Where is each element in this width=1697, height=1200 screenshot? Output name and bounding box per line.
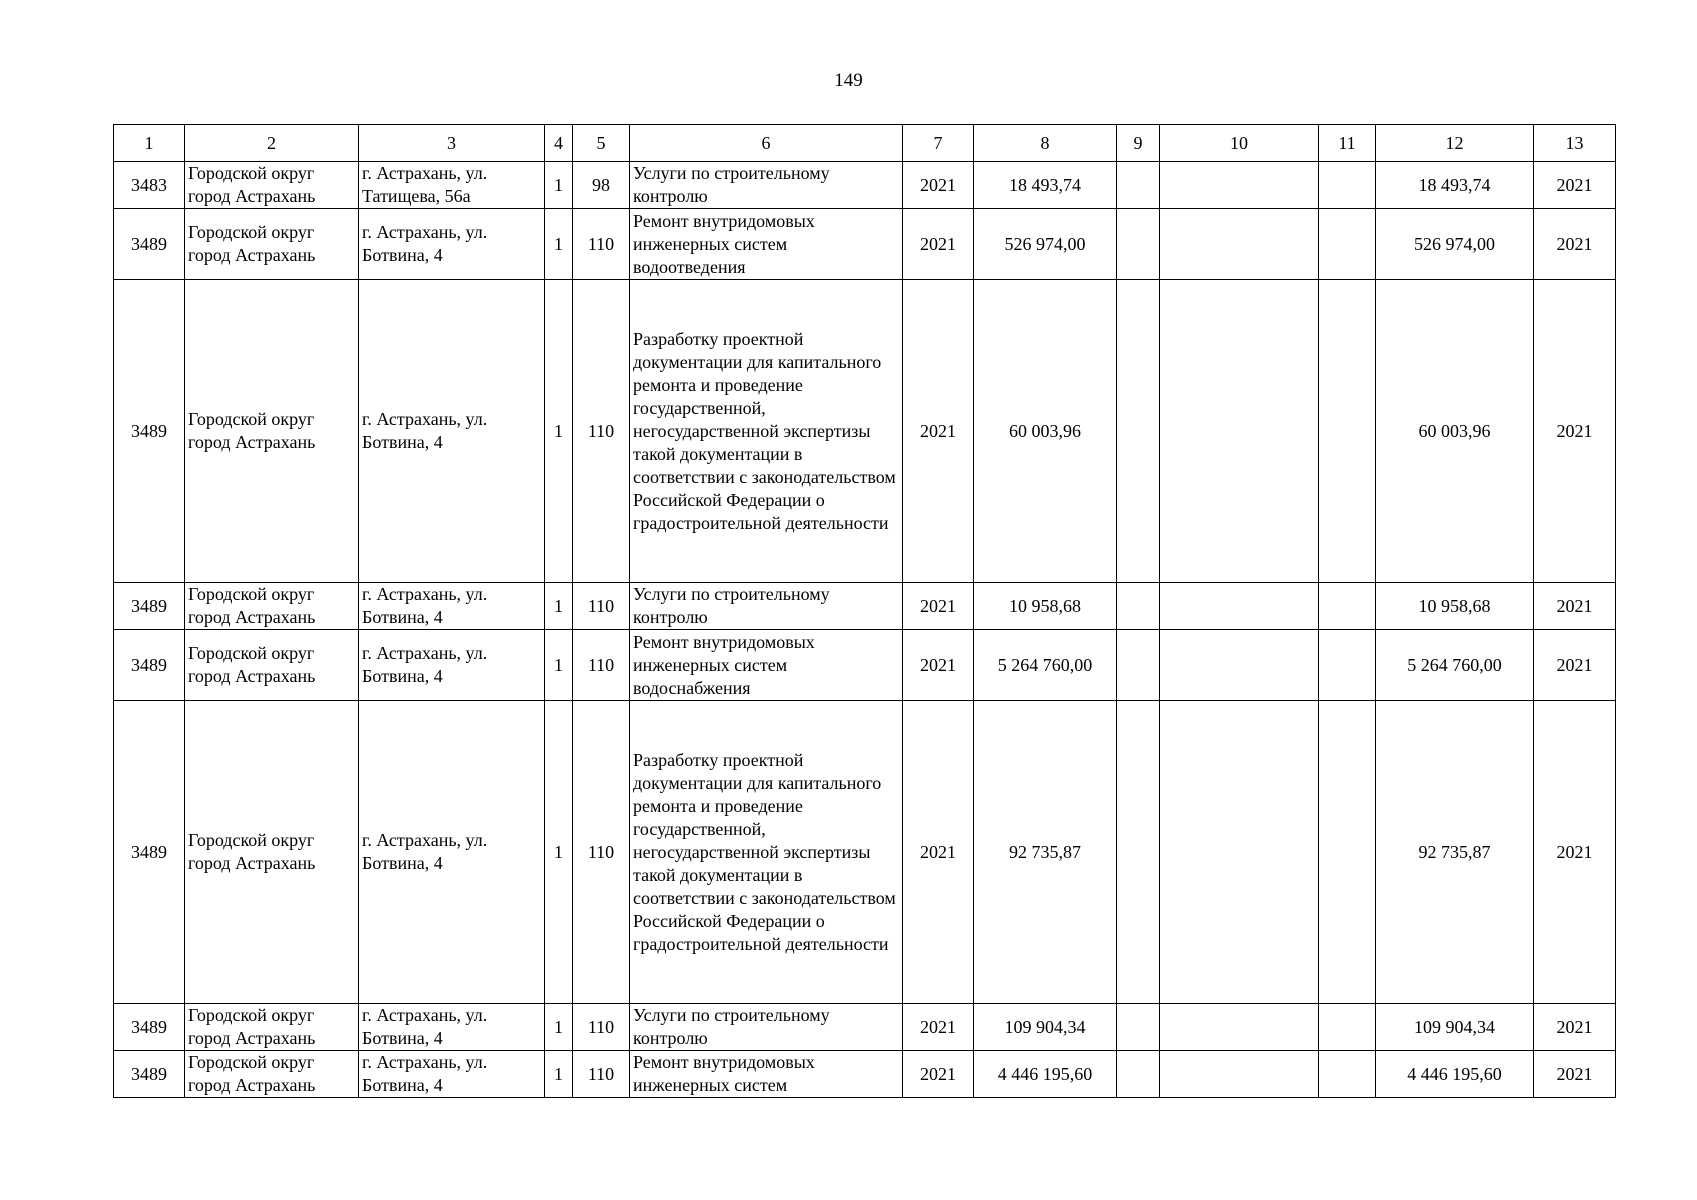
address-cell: г. Астрахань, ул. Ботвина, 4: [359, 701, 545, 1004]
col4-cell: 1: [545, 209, 573, 280]
col5-cell: 110: [573, 583, 630, 630]
record-number: 3489: [114, 583, 185, 630]
municipality-cell: Городской округ город Астрахань: [185, 583, 359, 630]
col5-cell: 110: [573, 1004, 630, 1051]
completion-year-cell: 2021: [1534, 162, 1616, 209]
column-header: 5: [573, 125, 630, 162]
amount-cell: 109 904,34: [974, 1004, 1117, 1051]
col10-cell: [1160, 209, 1319, 280]
col11-cell: [1319, 1051, 1376, 1098]
column-header: 3: [359, 125, 545, 162]
year-cell: 2021: [903, 630, 974, 701]
col11-cell: [1319, 209, 1376, 280]
col9-cell: [1117, 630, 1160, 701]
year-cell: 2021: [903, 701, 974, 1004]
record-number: 3483: [114, 162, 185, 209]
column-header: 2: [185, 125, 359, 162]
total-amount-cell: 60 003,96: [1376, 280, 1534, 583]
total-amount-cell: 109 904,34: [1376, 1004, 1534, 1051]
column-header: 9: [1117, 125, 1160, 162]
record-number: 3489: [114, 280, 185, 583]
header-row: [114, 125, 1616, 162]
record-number: 3489: [114, 1004, 185, 1051]
total-amount-cell: 5 264 760,00: [1376, 630, 1534, 701]
col11-cell: [1319, 630, 1376, 701]
column-header: 8: [974, 125, 1117, 162]
amount-cell: 5 264 760,00: [974, 630, 1117, 701]
col10-cell: [1160, 280, 1319, 583]
page-number: 149: [834, 70, 863, 91]
col5-cell: 110: [573, 280, 630, 583]
year-cell: 2021: [903, 162, 974, 209]
col4-cell: 1: [545, 1051, 573, 1098]
year-cell: 2021: [903, 209, 974, 280]
address-cell: г. Астрахань, ул. Ботвина, 4: [359, 630, 545, 701]
address-cell: г. Астрахань, ул. Ботвина, 4: [359, 1004, 545, 1051]
table-body: [114, 162, 1616, 1098]
col11-cell: [1319, 1004, 1376, 1051]
year-cell: 2021: [903, 583, 974, 630]
year-cell: 2021: [903, 1051, 974, 1098]
column-header: 4: [545, 125, 573, 162]
municipality-cell: Городской округ город Астрахань: [185, 630, 359, 701]
col4-cell: 1: [545, 1004, 573, 1051]
amount-cell: 60 003,96: [974, 280, 1117, 583]
total-amount-cell: 526 974,00: [1376, 209, 1534, 280]
col4-cell: 1: [545, 583, 573, 630]
col11-cell: [1319, 280, 1376, 583]
address-cell: г. Астрахань, ул. Ботвина, 4: [359, 583, 545, 630]
col11-cell: [1319, 162, 1376, 209]
completion-year-cell: 2021: [1534, 583, 1616, 630]
work-type-cell: Ремонт внутридомовых инженерных систем: [630, 1051, 903, 1098]
table-row: [114, 280, 1616, 583]
col9-cell: [1117, 280, 1160, 583]
col9-cell: [1117, 209, 1160, 280]
col11-cell: [1319, 701, 1376, 1004]
completion-year-cell: 2021: [1534, 1051, 1616, 1098]
col4-cell: 1: [545, 162, 573, 209]
municipality-cell: Городской округ город Астрахань: [185, 1051, 359, 1098]
table-row: [114, 701, 1616, 1004]
table-header: [114, 125, 1616, 162]
total-amount-cell: 10 958,68: [1376, 583, 1534, 630]
column-header: 7: [903, 125, 974, 162]
year-cell: 2021: [903, 280, 974, 583]
year-cell: 2021: [903, 1004, 974, 1051]
record-number: 3489: [114, 209, 185, 280]
col11-cell: [1319, 583, 1376, 630]
municipality-cell: Городской округ город Астрахань: [185, 1004, 359, 1051]
municipality-cell: Городской округ город Астрахань: [185, 701, 359, 1004]
amount-cell: 4 446 195,60: [974, 1051, 1117, 1098]
col10-cell: [1160, 583, 1319, 630]
completion-year-cell: 2021: [1534, 209, 1616, 280]
col9-cell: [1117, 701, 1160, 1004]
col5-cell: 98: [573, 162, 630, 209]
work-type-cell: Разработку проектной документации для капитального ремонта и проведение государственной, негосударственной экспертизы такой документации в соответствии с законодательством Российской Федерации о градостроительной деятельности: [630, 280, 903, 583]
col10-cell: [1160, 1004, 1319, 1051]
work-type-cell: Услуги по строительному контролю: [630, 583, 903, 630]
municipality-cell: Городской округ город Астрахань: [185, 280, 359, 583]
completion-year-cell: 2021: [1534, 1004, 1616, 1051]
col9-cell: [1117, 162, 1160, 209]
table-row: [114, 162, 1616, 209]
col4-cell: 1: [545, 630, 573, 701]
column-header: 13: [1534, 125, 1616, 162]
col4-cell: 1: [545, 701, 573, 1004]
column-header: 1: [114, 125, 185, 162]
table-row: [114, 1051, 1616, 1098]
amount-cell: 526 974,00: [974, 209, 1117, 280]
table-row: [114, 1004, 1616, 1051]
col5-cell: 110: [573, 209, 630, 280]
completion-year-cell: 2021: [1534, 630, 1616, 701]
table-row: [114, 209, 1616, 280]
column-header: 11: [1319, 125, 1376, 162]
address-cell: г. Астрахань, ул. Татищева, 56а: [359, 162, 545, 209]
work-type-cell: Ремонт внутридомовых инженерных систем водоотведения: [630, 209, 903, 280]
col10-cell: [1160, 630, 1319, 701]
work-type-cell: Ремонт внутридомовых инженерных систем водоснабжения: [630, 630, 903, 701]
col4-cell: 1: [545, 280, 573, 583]
address-cell: г. Астрахань, ул. Ботвина, 4: [359, 280, 545, 583]
table-row: [114, 583, 1616, 630]
record-number: 3489: [114, 630, 185, 701]
column-header: 10: [1160, 125, 1319, 162]
column-header: 12: [1376, 125, 1534, 162]
work-type-cell: Услуги по строительному контролю: [630, 1004, 903, 1051]
amount-cell: 92 735,87: [974, 701, 1117, 1004]
total-amount-cell: 92 735,87: [1376, 701, 1534, 1004]
col5-cell: 110: [573, 701, 630, 1004]
col5-cell: 110: [573, 630, 630, 701]
col10-cell: [1160, 701, 1319, 1004]
col9-cell: [1117, 1051, 1160, 1098]
table-row: [114, 630, 1616, 701]
work-type-cell: Услуги по строительному контролю: [630, 162, 903, 209]
amount-cell: 18 493,74: [974, 162, 1117, 209]
col5-cell: 110: [573, 1051, 630, 1098]
amount-cell: 10 958,68: [974, 583, 1117, 630]
record-number: 3489: [114, 1051, 185, 1098]
works-register-table: [113, 124, 1616, 1098]
address-cell: г. Астрахань, ул. Ботвина, 4: [359, 1051, 545, 1098]
column-header: 6: [630, 125, 903, 162]
col9-cell: [1117, 583, 1160, 630]
municipality-cell: Городской округ город Астрахань: [185, 162, 359, 209]
total-amount-cell: 4 446 195,60: [1376, 1051, 1534, 1098]
total-amount-cell: 18 493,74: [1376, 162, 1534, 209]
work-type-cell: Разработку проектной документации для капитального ремонта и проведение государственной, негосударственной экспертизы такой документации в соответствии с законодательством Российской Федерации о градостроительной деятельности: [630, 701, 903, 1004]
address-cell: г. Астрахань, ул. Ботвина, 4: [359, 209, 545, 280]
col10-cell: [1160, 1051, 1319, 1098]
record-number: 3489: [114, 701, 185, 1004]
municipality-cell: Городской округ город Астрахань: [185, 209, 359, 280]
completion-year-cell: 2021: [1534, 280, 1616, 583]
col10-cell: [1160, 162, 1319, 209]
completion-year-cell: 2021: [1534, 701, 1616, 1004]
col9-cell: [1117, 1004, 1160, 1051]
